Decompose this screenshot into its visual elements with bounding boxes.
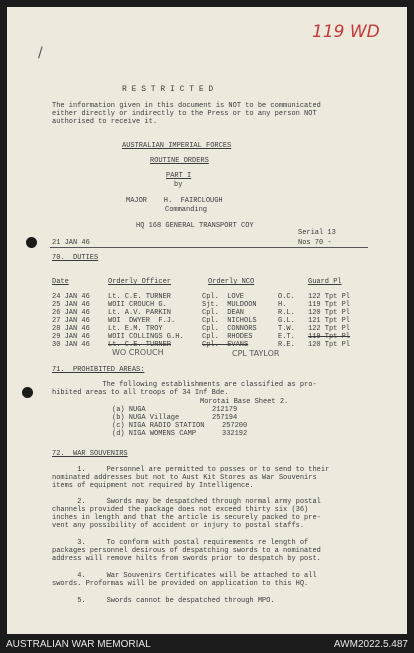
para-2-line-4: vent any possibility of accident or injury to postal staffs. (52, 522, 305, 530)
para-4-line-2: swords. Proformas will be provided on application to this HQ. (52, 580, 309, 588)
duty-date: 30 JAN 46 (52, 341, 90, 349)
commanding-label: Commanding (165, 206, 208, 214)
punch-hole-upper (26, 237, 37, 248)
duty-guard: 119 Tpt Pl (308, 333, 351, 341)
para-1-line-1: 1. Personnel are permitted to posses or to send to their (52, 466, 330, 474)
pencil-correction-nco: CPL TAYLOR (232, 349, 280, 358)
force-title: AUSTRALIAN IMPERIAL FORCES (122, 142, 232, 150)
area-ref: 257200 (222, 422, 248, 430)
duty-officer: WOII CROUCH G. (108, 301, 167, 309)
col-orderly-officer: Orderly Officer (108, 278, 172, 286)
para-4-line-1: 4. War Souvenirs Certificates will be attached to all (52, 572, 317, 580)
para-3-line-1: 3. To conform with postal requirements re length of (52, 539, 309, 547)
prohibited-intro-1: The following establishments are classified as pro- (52, 381, 317, 389)
duty-date: 29 JAN 46 (52, 333, 90, 341)
souvenirs-heading: 72. WAR SOUVENIRS (52, 450, 128, 458)
area-ref: 332192 (222, 430, 248, 438)
duty-initials: R.E. (278, 341, 295, 349)
duty-date: 27 JAN 46 (52, 317, 90, 325)
duty-nco: Cpl. EVANS (202, 341, 249, 349)
order-numbers: Nos 70 - (298, 239, 332, 247)
duty-guard: 120 Tpt Pl (308, 341, 351, 349)
order-date: 21 JAN 46 (52, 239, 90, 247)
notice-line-2: either directly or indirectly to the Press or to any person NOT (52, 110, 317, 118)
duty-guard: 119 Tpt Pl (308, 301, 351, 309)
para-5-line-1: 5. Swords cannot be despatched through MPO. (52, 597, 275, 605)
duty-nco: Cpl. NICHOLS (202, 317, 257, 325)
base-sheet: Morotai Base Sheet 2. (200, 398, 289, 406)
punch-hole-lower (22, 387, 33, 398)
duty-date: 25 JAN 46 (52, 301, 90, 309)
duty-guard: 122 Tpt Pl (308, 325, 351, 333)
duty-officer: WOII COLLINGS G.H. (108, 333, 184, 341)
duty-date: 24 JAN 46 (52, 293, 90, 301)
para-1-line-2: nominated addresses but not to Aust Kit Stores as War Souvenirs (52, 474, 317, 482)
notice-line-3: authorised to receive it. (52, 118, 158, 126)
area-ref: 257194 (212, 414, 238, 422)
area-label: (d) NIGA WOMENS CAMP (112, 430, 197, 438)
by-label: by (174, 181, 183, 189)
duty-guard: 120 Tpt Pl (308, 309, 351, 317)
duty-guard: 121 Tpt Pl (308, 317, 351, 325)
area-label: (a) NUGA (112, 406, 146, 414)
duties-heading: 70. DUTIES (52, 254, 99, 262)
notice-line-1: The information given in this document is NOT to be communicated (52, 102, 321, 110)
area-ref: 212179 (212, 406, 238, 414)
duty-officer: Lt. E.M. TROY (108, 325, 163, 333)
duty-officer: Lt. C.E. TURNER (108, 293, 172, 301)
duty-initials: T.W. (278, 325, 295, 333)
duty-guard: 122 Tpt Pl (308, 293, 351, 301)
col-orderly-nco: Orderly NCO (208, 278, 255, 286)
para-2-line-3: inches in length and that the article is securely packed to pre- (52, 514, 321, 522)
duty-date: 26 JAN 46 (52, 309, 90, 317)
para-3-line-3: address will remove hilts from swords prior to despatch by post. (52, 555, 321, 563)
prohibited-intro-2: hibited areas to all troops of 34 Inf Bde. (52, 389, 229, 397)
duty-initials: R.L. (278, 309, 295, 317)
duty-officer: WOI DWYER F.J. (108, 317, 176, 325)
pencil-mark: / (38, 45, 43, 61)
duty-nco: Cpl. LOVE (202, 293, 245, 301)
para-2-line-2: channels provided the package does not exceed thirty six (36) (52, 506, 309, 514)
commanding-officer: MAJOR H. FAIRCLOUGH (126, 197, 223, 205)
duty-nco: Cpl. DEAN (202, 309, 245, 317)
para-2-line-1: 2. Swords may be despatched through normal army postal (52, 498, 321, 506)
duty-date: 28 JAN 46 (52, 325, 90, 333)
duty-officer: Lt. A.V. PARKIN (108, 309, 172, 317)
part-label: PART I (166, 172, 192, 180)
duty-officer: Lt. C.E. TURNER (108, 341, 172, 349)
classification-heading: R E S T R I C T E D (122, 85, 214, 94)
para-3-line-2: packages personnel desirous of despatching swords to a nominated (52, 547, 321, 555)
header-rule (50, 247, 368, 248)
duty-initials: O.C. (278, 293, 295, 301)
duty-initials: H. (278, 301, 287, 309)
duty-initials: E.T. (278, 333, 295, 341)
orders-title: ROUTINE ORDERS (150, 157, 209, 165)
unit-name: HQ 168 GENERAL TRANSPORT COY (136, 222, 254, 230)
footer-institution: AUSTRALIAN WAR MEMORIAL (6, 639, 151, 650)
col-date: Date (52, 278, 69, 286)
prohibited-heading: 71. PROHIBITED AREAS: (52, 366, 145, 374)
para-1-line-3: items of equipment not required by Intelligence. (52, 482, 254, 490)
area-label: (b) NUGA Village (112, 414, 180, 422)
col-guard-pl: Guard Pl (308, 278, 342, 286)
duty-nco: Cpl. RHODES (202, 333, 253, 341)
duty-nco: Sjt. MULDOON (202, 301, 257, 309)
area-label: (c) NIGA RADIO STATION (112, 422, 205, 430)
duty-nco: Cpl. CONNORS (202, 325, 257, 333)
serial-number: Serial 13 (298, 229, 336, 237)
pencil-correction-officer: WO CROUCH (112, 348, 164, 357)
handwritten-reference: 119 WD (312, 22, 380, 42)
footer-accession-number: AWM2022.5.487 (333, 639, 408, 650)
duty-initials: G.L. (278, 317, 295, 325)
